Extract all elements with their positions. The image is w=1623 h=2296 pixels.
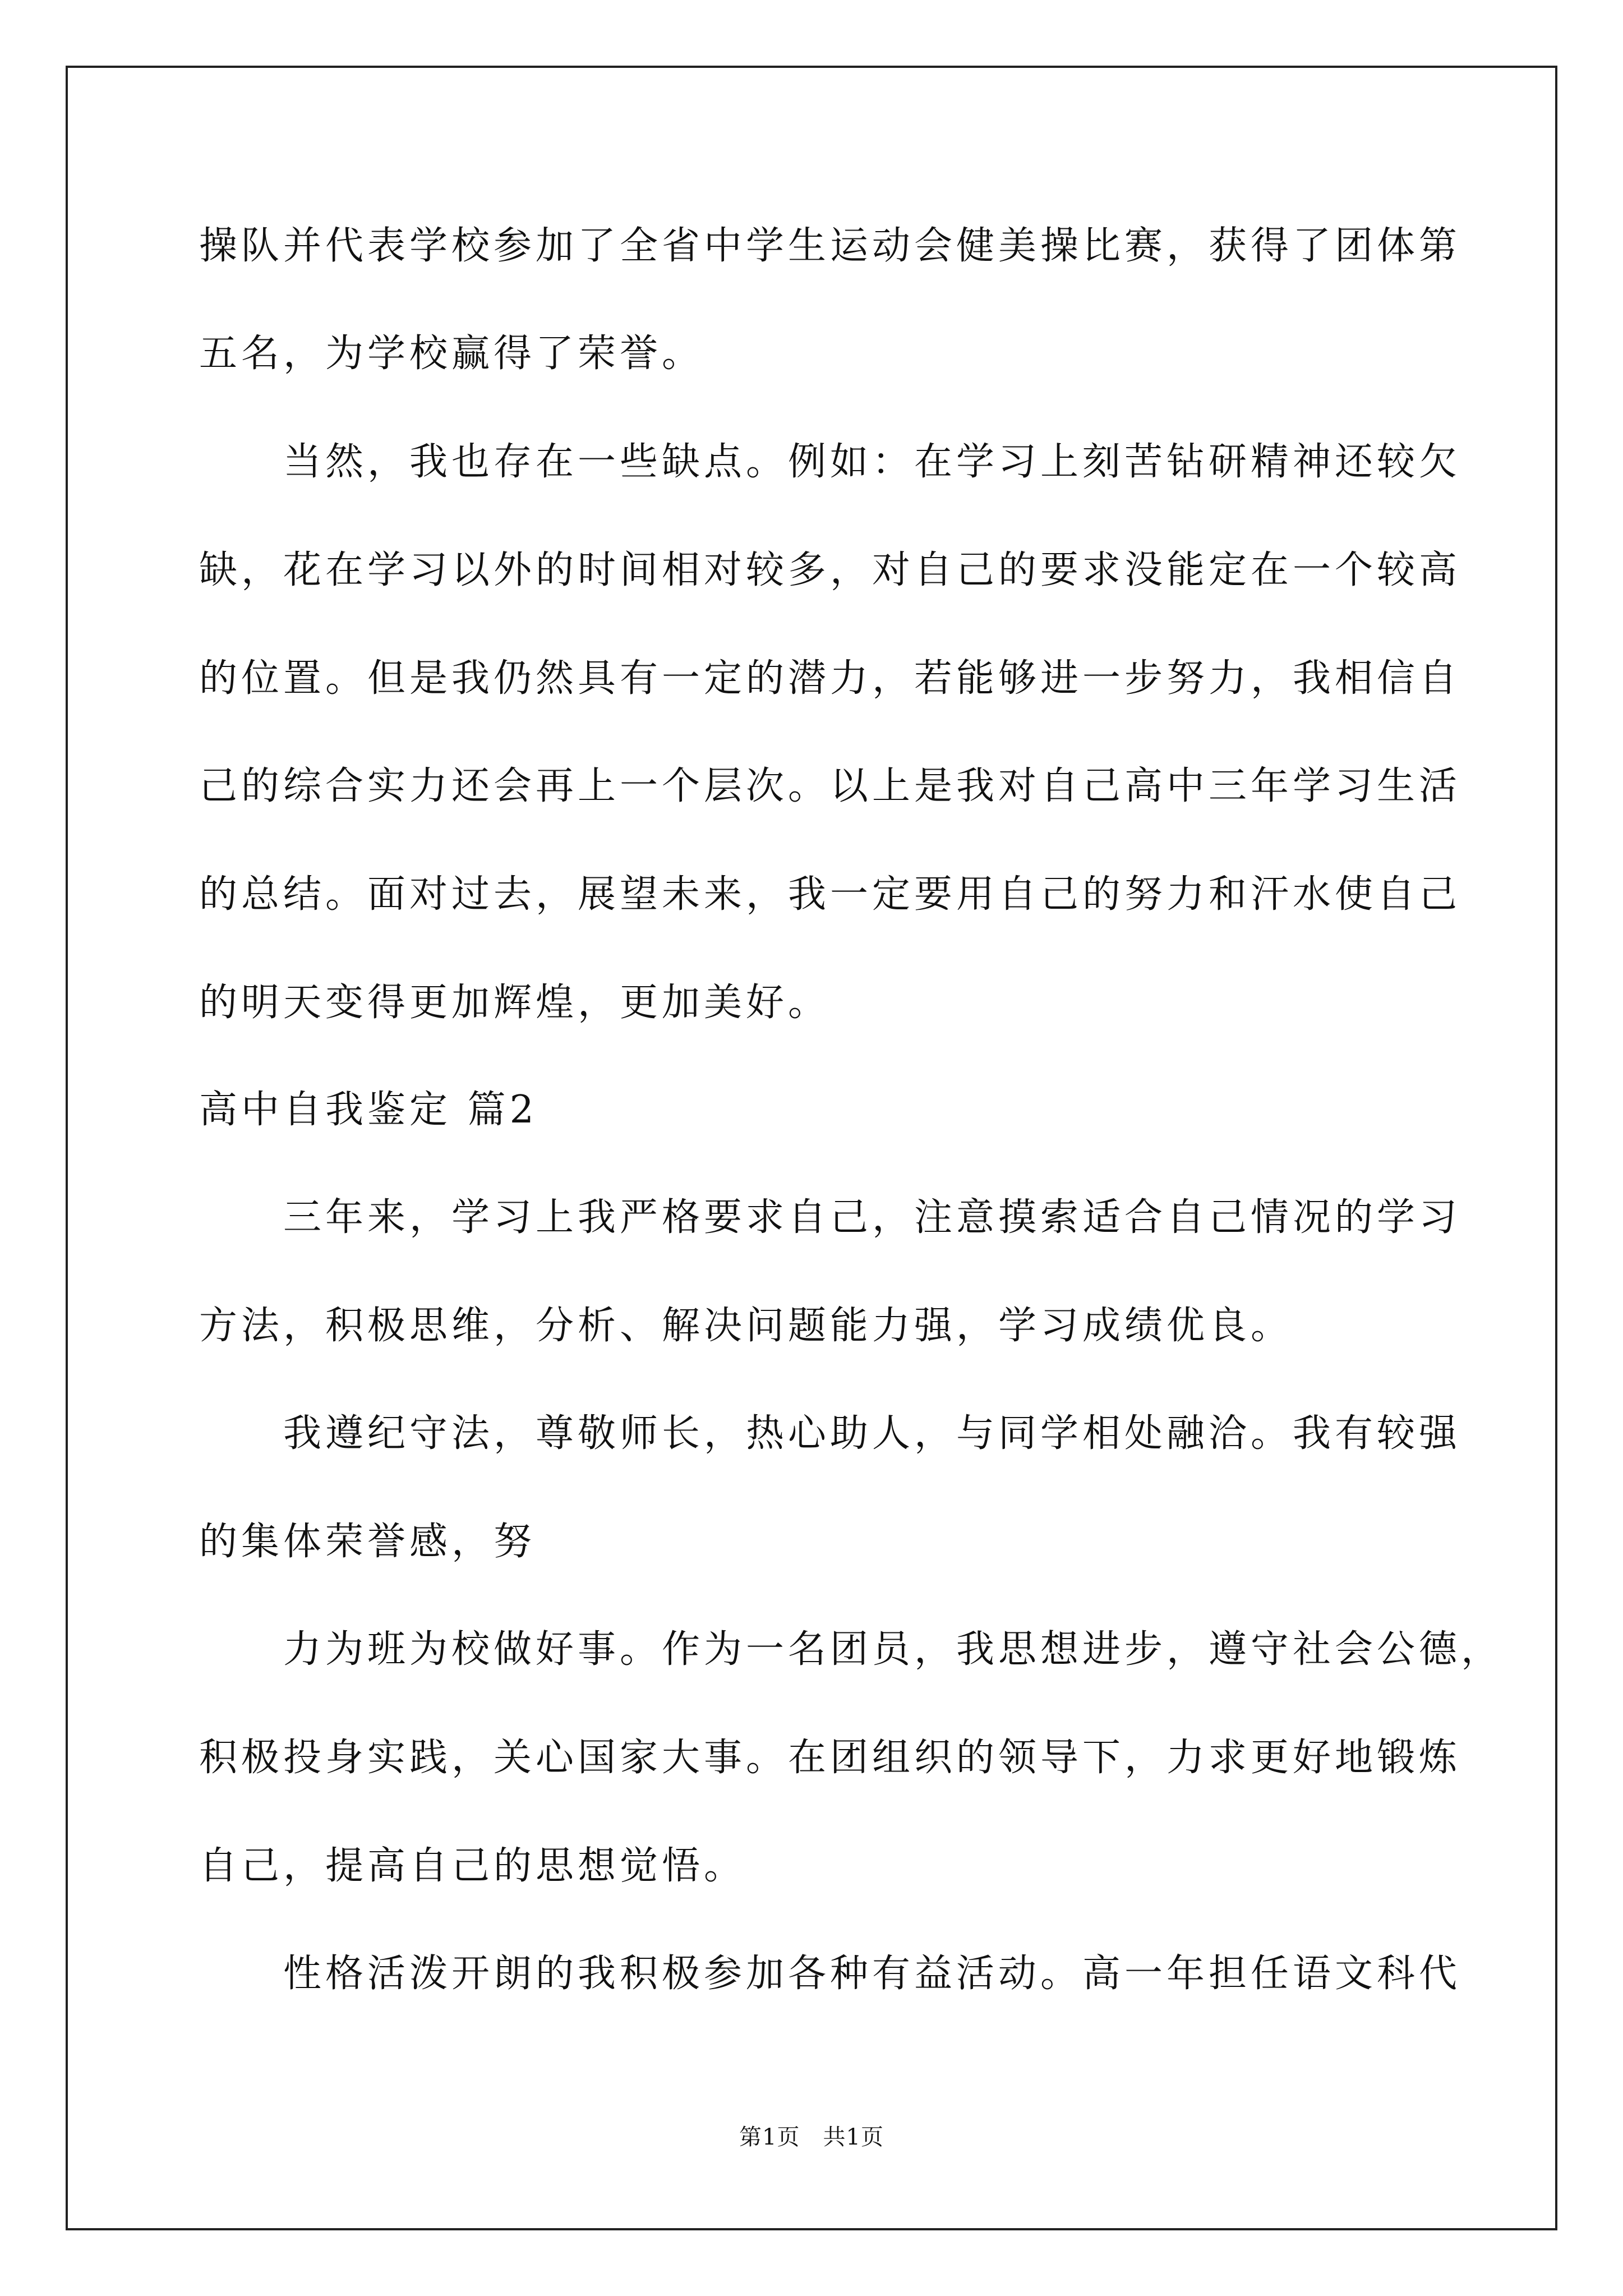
- paragraph-3-line-1: 三年来，学习上我严格要求自己，注意摸索适合自己情况的学习: [283, 1195, 1461, 1240]
- paragraph-1-line-2: 五名，为学校赢得了荣誉。: [199, 332, 704, 376]
- paragraph-5-line-3: 自己，提高自己的思想觉悟。: [199, 1844, 746, 1888]
- paragraph-5-line-2: 积极投身实践，关心国家大事。在团组织的领导下，力求更好地锻炼: [199, 1736, 1461, 1780]
- page-border: [66, 66, 1557, 2230]
- paragraph-2-line-6: 的明天变得更加辉煌，更加美好。: [199, 981, 831, 1025]
- paragraph-1-line-1: 操队并代表学校参加了全省中学生运动会健美操比赛，获得了团体第: [199, 224, 1461, 268]
- paragraph-6-line-1: 性格活泼开朗的我积极参加各种有益活动。高一年担任语文科代: [283, 1952, 1461, 1996]
- paragraph-2-line-1: 当然，我也存在一些缺点。例如：在学习上刻苦钻研精神还较欠: [283, 440, 1461, 484]
- paragraph-4-line-1: 我遵纪守法，尊敬师长，热心助人，与同学相处融洽。我有较强: [283, 1411, 1461, 1456]
- paragraph-2-line-2: 缺，花在学习以外的时间相对较多，对自己的要求没能定在一个较高: [199, 548, 1461, 592]
- paragraph-5-line-1: 力为班为校做好事。作为一名团员，我思想进步，遵守社会公德，: [283, 1627, 1504, 1672]
- paragraph-2-line-4: 己的综合实力还会再上一个层次。以上是我对自己高中三年学习生活: [199, 764, 1461, 808]
- paragraph-2-line-5: 的总结。面对过去，展望未来，我一定要用自己的努力和汗水使自己: [199, 872, 1461, 917]
- paragraph-3-line-2: 方法，积极思维，分析、解决问题能力强，学习成绩优良。: [199, 1304, 1293, 1348]
- section-heading: 高中自我鉴定 篇2: [199, 1088, 538, 1132]
- paragraph-2-line-3: 的位置。但是我仍然具有一定的潜力，若能够进一步努力，我相信自: [199, 656, 1461, 701]
- page-number-footer: 第1页 共1页: [739, 2124, 884, 2150]
- paragraph-4-line-2: 的集体荣誉感，努: [199, 1520, 536, 1564]
